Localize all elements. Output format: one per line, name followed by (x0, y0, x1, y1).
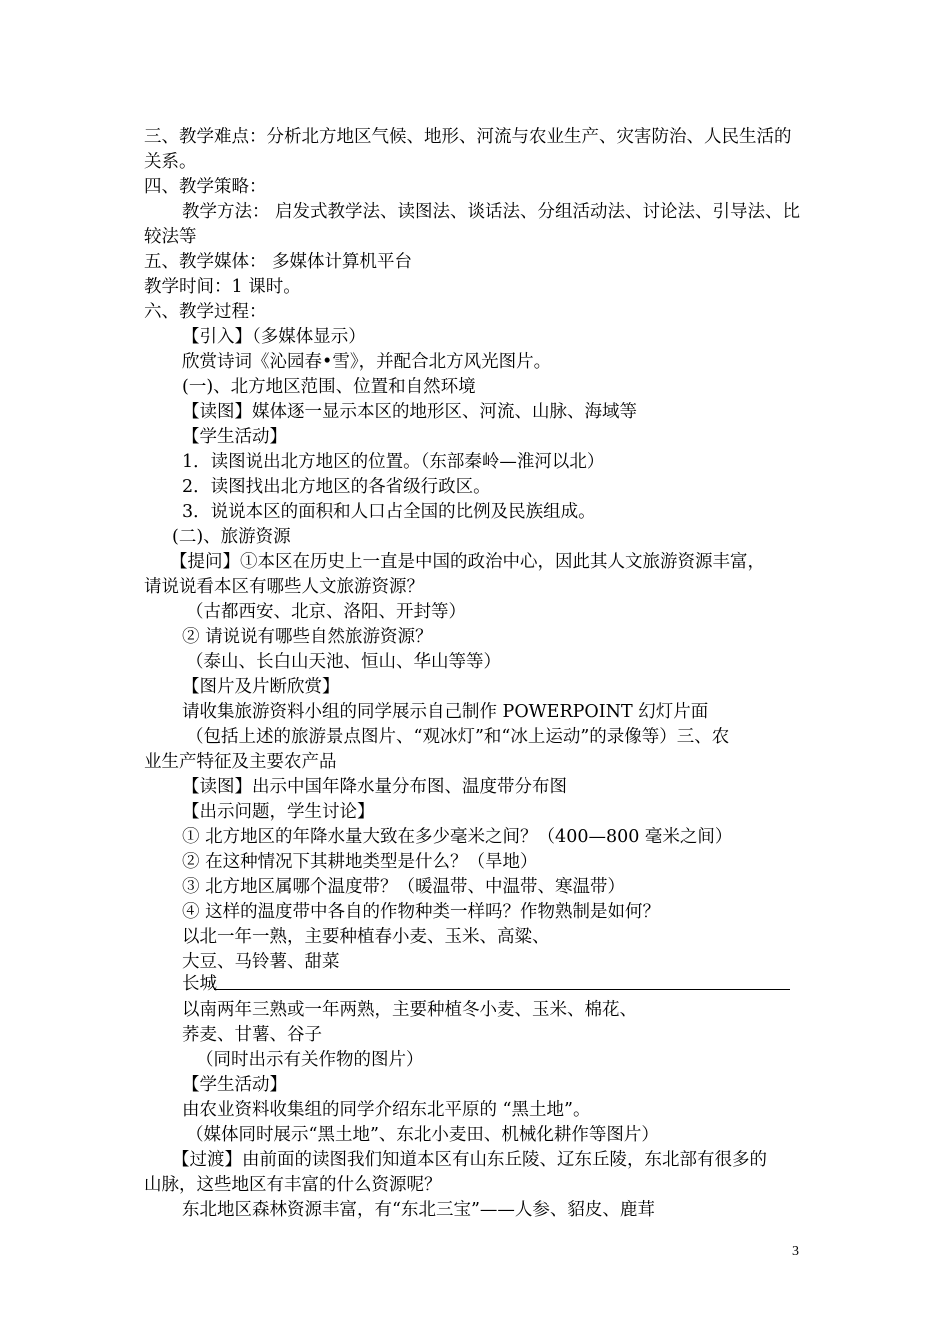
text-line: 东北地区森林资源丰富，有“东北三宝”——人参、貂皮、鹿茸 (182, 1200, 655, 1220)
list-item: ① 北方地区的年降水量大致在多少毫米之间？（400—800 毫米之间） (182, 827, 733, 847)
text-line: 较法等 (144, 227, 197, 247)
page-number: 3 (792, 1244, 799, 1259)
text-line: 由农业资料收集组的同学介绍东北平原的 “黑土地”。 (182, 1100, 591, 1120)
text-line: （媒体同时展示“黑土地”、东北小麦田、机械化耕作等图片） (186, 1125, 659, 1145)
text-line: 山脉，这些地区有丰富的什么资源呢？ (144, 1175, 442, 1195)
section-heading: 五、教学媒体： 多媒体计算机平台 (144, 252, 413, 272)
text-line: 【读图】出示中国年降水量分布图、温度带分布图 (182, 777, 567, 797)
list-item: 2．读图找出北方地区的各省级行政区。 (182, 477, 491, 497)
text-line: 【过渡】由前面的读图我们知道本区有山东丘陵、辽东丘陵，东北部有很多的 (172, 1150, 767, 1170)
text-line: 大豆、马铃薯、甜菜 (182, 952, 340, 972)
subsection-heading: (一)、北方地区范围、位置和自然环境 (182, 377, 476, 397)
text-line: 以北一年一熟，主要种植春小麦、玉米、高粱、 (182, 927, 550, 947)
text-line: 教学方法： 启发式教学法、读图法、谈话法、分组活动法、讨论法、引导法、比 (182, 202, 801, 222)
text-line: 【提问】①本区在历史上一直是中国的政治中心，因此其人文旅游资源丰富， (170, 552, 765, 572)
text-line: （泰山、长白山天池、恒山、华山等等） (186, 652, 501, 672)
text-line: 三、教学难点：分析北方地区气候、地形、河流与农业生产、灾害防治、人民生活的 (144, 127, 792, 147)
text-line: 欣赏诗词《沁园春•雪》，并配合北方风光图片。 (182, 352, 552, 372)
text-line: （古都西安、北京、洛阳、开封等） (186, 602, 466, 622)
text-line: 教学时间：1 课时。 (144, 277, 301, 297)
great-wall-divider-line (214, 989, 790, 990)
text-line: 请收集旅游资料小组的同学展示自己制作 POWERPOINT 幻灯片面 (182, 702, 709, 722)
text-line: 【出示问题，学生讨论】 (182, 802, 375, 822)
subsection-heading: (二)、旅游资源 (172, 527, 291, 547)
text-line: 【读图】媒体逐一显示本区的地形区、河流、山脉、海域等 (182, 402, 637, 422)
text-line: 请说说看本区有哪些人文旅游资源？ (144, 577, 424, 597)
text-line: ② 请说说有哪些自然旅游资源？ (182, 627, 433, 647)
list-item: ③ 北方地区属哪个温度带？（暖温带、中温带、寒温带） (182, 877, 626, 897)
section-heading: 六、教学过程： (144, 302, 267, 322)
text-line: 【学生活动】 (182, 1075, 287, 1095)
great-wall-label: 长城 (182, 974, 217, 994)
list-item: 1．读图说出北方地区的位置。（东部秦岭—淮河以北） (182, 452, 605, 472)
text-line: 以南两年三熟或一年两熟，主要种植冬小麦、玉米、棉花、 (182, 1000, 637, 1020)
list-item: 3．说说本区的面积和人口占全国的比例及民族组成。 (182, 502, 596, 522)
text-line: 荞麦、甘薯、谷子 (182, 1025, 322, 1045)
text-line: （包括上述的旅游景点图片、“观冰灯”和“冰上运动”的录像等）三、农 (186, 727, 730, 747)
text-line: （同时出示有关作物的图片） (196, 1050, 424, 1070)
list-item: ④ 这样的温度带中各自的作物种类一样吗？作物熟制是如何？ (182, 902, 661, 922)
text-line: 业生产特征及主要农产品 (144, 752, 337, 772)
text-line: 【引入】（多媒体显示） (182, 327, 366, 347)
section-heading: 四、教学策略： (144, 177, 267, 197)
text-line: 【图片及片断欣赏】 (182, 677, 340, 697)
text-line: 【学生活动】 (182, 427, 287, 447)
text-line: 关系。 (144, 152, 197, 172)
list-item: ② 在这种情况下其耕地类型是什么？（旱地） (182, 852, 538, 872)
